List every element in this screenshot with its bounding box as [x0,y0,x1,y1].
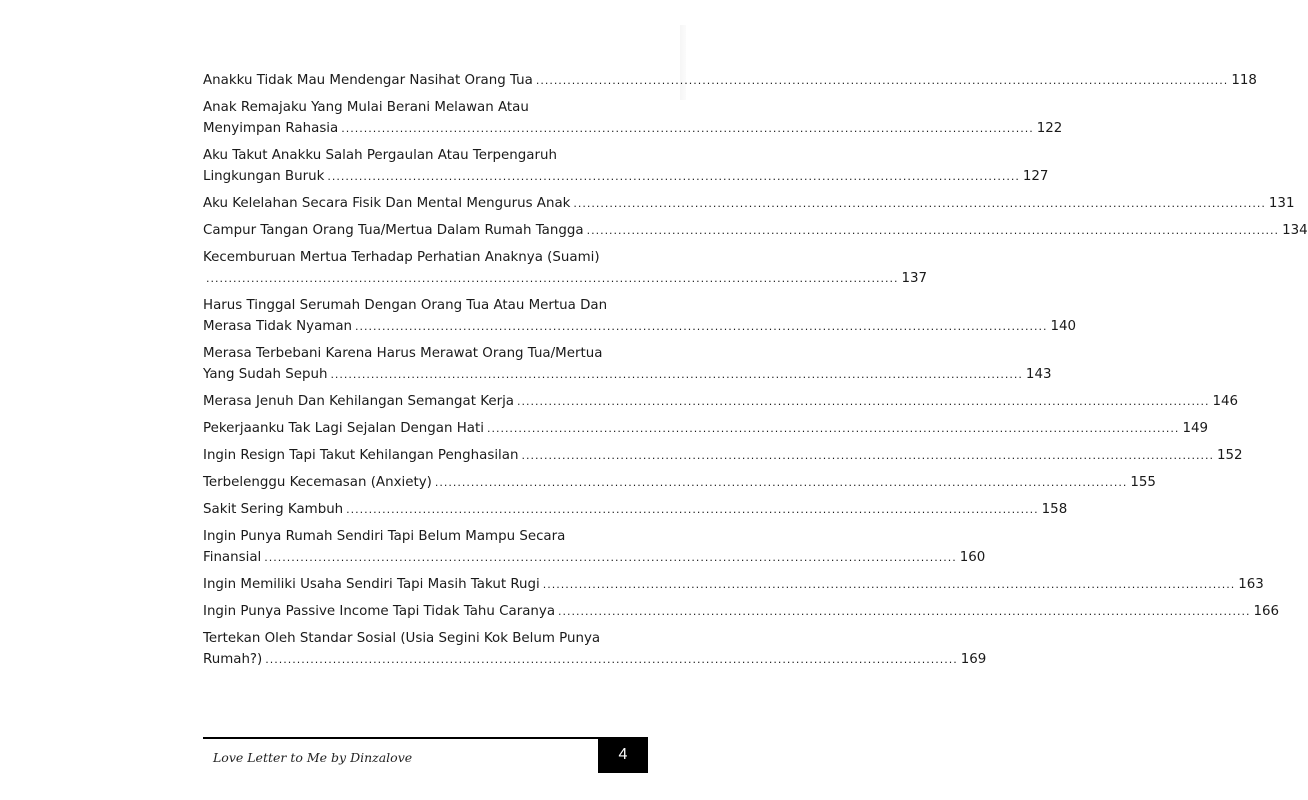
toc-entry [203,295,1077,337]
toc-entry-title-line: Harus Tinggal Serumah Dengan Orang Tua Atau Mertua Dan [203,298,608,313]
toc-entry-page: 160 [959,550,986,565]
toc-entry-title: Terbelenggu Kecemasan (Anxiety) [203,475,432,490]
toc-entry-title: Rumah?) [203,652,263,667]
toc-entry-title: Finansial [203,550,262,565]
toc-leader-dots [573,193,1265,214]
toc-leader-dots [346,499,1038,520]
toc-entry [203,343,1052,385]
toc-entry-title: Aku Kelelahan Secara Fisik Dan Mental Mengurus Anak [203,196,571,211]
toc-entry [203,418,1208,439]
footer-rule [203,737,600,739]
toc-entry [203,145,1049,187]
toc-entry-last-line [203,118,1063,139]
toc-entry-last-line [203,601,1280,622]
toc-entry-title-line: Aku Takut Anakku Salah Pergaulan Atau Terpengaruh [203,148,557,163]
toc-entry [203,526,986,568]
toc-entry-last-line [203,445,1243,466]
toc-entry-last-line [203,193,1295,214]
toc-entry-page: 166 [1253,604,1280,619]
toc-entry-title: Ingin Memiliki Usaha Sendiri Tapi Masih Takut Rugi [203,577,540,592]
toc-entry [203,574,1264,595]
toc-entry-last-line [203,220,1308,241]
toc-entry-title-line: Merasa Terbebani Karena Harus Merawat Orang Tua/Mertua [203,346,603,361]
toc-entry [203,97,1063,139]
toc-entry-page: 140 [1050,319,1077,334]
toc-entry-last-line [203,268,928,289]
toc-entry-page: 149 [1182,421,1208,436]
toc-entry-last-line [203,391,1239,412]
toc-leader-dots [206,268,898,289]
toc-leader-dots [521,445,1213,466]
toc-entry [203,70,1257,91]
toc-entry [203,628,987,670]
toc-leader-dots [355,316,1047,337]
toc-entry-title-line: Ingin Punya Rumah Sendiri Tapi Belum Mampu Secara [203,529,566,544]
toc-entry-page: 122 [1036,121,1063,136]
toc-entry-title: Campur Tangan Orang Tua/Mertua Dalam Rumah Tangga [203,223,584,238]
toc-entry [203,391,1239,412]
toc-leader-dots [264,547,956,568]
toc-entry-last-line [203,70,1257,91]
toc-entry-title: Anakku Tidak Mau Mendengar Nasihat Orang Tua [203,73,533,88]
toc-entry-page: 158 [1041,502,1068,517]
toc-entry-last-line [203,547,986,568]
toc-entry-title: Ingin Resign Tapi Takut Kehilangan Penghasilan [203,448,519,463]
toc-entry [203,472,1156,493]
toc-leader-dots [558,601,1250,622]
toc-leader-dots [517,391,1209,412]
toc-entry-title-line: Kecemburuan Mertua Terhadap Perhatian Anaknya (Suami) [203,250,600,265]
toc-entry-page: 169 [960,652,987,667]
toc-entry-last-line [203,499,1068,520]
toc-entry [203,247,928,289]
toc-leader-dots [435,472,1127,493]
toc-entry-last-line [203,418,1208,439]
toc-entry-last-line [203,574,1264,595]
toc-entry-title: Yang Sudah Sepuh [203,367,328,382]
toc-leader-dots [265,649,957,670]
toc-entry-title: Ingin Punya Passive Income Tapi Tidak Tahu Caranya [203,604,556,619]
toc-entry-title-line: Anak Remajaku Yang Mulai Berani Melawan Atau [203,100,529,115]
page-number-box [598,737,648,773]
toc-leader-dots [327,166,1019,187]
toc-leader-dots [536,70,1228,91]
toc-entry [203,601,1280,622]
toc-entry-page: 143 [1025,367,1052,382]
table-of-contents [203,70,1308,676]
toc-entry-page: 131 [1268,196,1295,211]
toc-entry-title: Lingkungan Buruk [203,169,325,184]
toc-entry-title-line: Tertekan Oleh Standar Sosial (Usia Segini Kok Belum Punya [203,631,601,646]
page-number: 4 [618,746,628,763]
toc-entry-page: 163 [1238,577,1264,592]
toc-entry-page: 134 [1282,223,1308,238]
toc-entry-last-line [203,316,1077,337]
toc-entry [203,220,1308,241]
toc-entry-page: 146 [1212,394,1239,409]
toc-leader-dots [487,418,1179,439]
toc-entry-title: Menyimpan Rahasia [203,121,339,136]
toc-entry-title: Pekerjaanku Tak Lagi Sejalan Dengan Hati [203,421,484,436]
toc-entry-title: Sakit Sering Kambuh [203,502,344,517]
toc-entry-page: 127 [1022,169,1049,184]
toc-entry [203,193,1295,214]
toc-entry [203,499,1068,520]
toc-entry-page: 137 [901,271,928,286]
toc-entry-title: Merasa Jenuh Dan Kehilangan Semangat Kerja [203,394,514,409]
toc-entry-last-line [203,364,1052,385]
toc-entry-page: 152 [1216,448,1243,463]
footer-book-title: Love Letter to Me by Dinzalove [213,750,413,765]
toc-entry-last-line [203,166,1049,187]
toc-leader-dots [341,118,1033,139]
toc-leader-dots [543,574,1235,595]
toc-entry [203,445,1243,466]
toc-entry-last-line [203,649,987,670]
toc-entry-title: Merasa Tidak Nyaman [203,319,353,334]
toc-leader-dots [587,220,1279,241]
toc-entry-page: 155 [1130,475,1156,490]
toc-leader-dots [330,364,1022,385]
toc-entry-page: 118 [1231,73,1257,88]
toc-entry-last-line [203,472,1156,493]
